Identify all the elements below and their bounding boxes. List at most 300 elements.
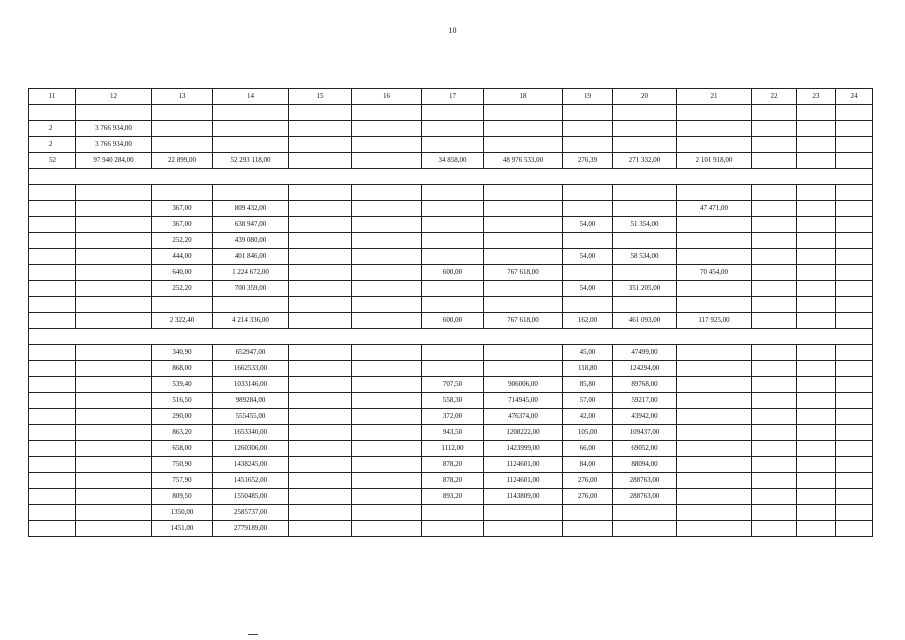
table-cell [29, 249, 76, 265]
table-cell [677, 281, 752, 297]
page-number: 10 [448, 26, 457, 35]
table-cell [422, 185, 484, 201]
table-cell [563, 121, 613, 137]
table-cell [752, 121, 797, 137]
section-divider-cell [29, 169, 873, 185]
table-cell: 97 940 284,00 [76, 153, 152, 169]
table-cell: 2 [29, 137, 76, 153]
table-cell: 70 454,00 [677, 265, 752, 281]
table-row [29, 105, 873, 121]
table-cell [677, 137, 752, 153]
table-cell [613, 233, 677, 249]
table-cell [484, 281, 563, 297]
table-row [29, 473, 873, 489]
table-cell [352, 457, 422, 473]
column-header: 12 [76, 89, 152, 105]
table-row [29, 169, 873, 185]
table-cell [752, 441, 797, 457]
column-header: 20 [613, 89, 677, 105]
table-row [29, 281, 873, 297]
table-cell [289, 457, 352, 473]
table-cell: 42,00 [563, 409, 613, 425]
table-cell [563, 105, 613, 121]
table-cell: 1451,00 [152, 521, 213, 537]
table-cell [422, 137, 484, 153]
table-cell [836, 425, 873, 441]
column-header: 14 [213, 89, 289, 105]
table-cell: 84,00 [563, 457, 613, 473]
table-cell [677, 345, 752, 361]
table-cell [797, 393, 836, 409]
table-cell [352, 489, 422, 505]
table-cell: 288763,00 [613, 473, 677, 489]
table-cell [797, 265, 836, 281]
table-cell [563, 233, 613, 249]
table-cell: 461 093,00 [613, 313, 677, 329]
table-cell: 401 846,00 [213, 249, 289, 265]
table-cell [213, 137, 289, 153]
table-cell [289, 505, 352, 521]
table-cell [613, 201, 677, 217]
table-cell [613, 185, 677, 201]
table-cell [677, 121, 752, 137]
table-cell [836, 345, 873, 361]
table-cell: 1033146,00 [213, 377, 289, 393]
table-cell [484, 233, 563, 249]
table-cell [29, 457, 76, 473]
table-cell [352, 201, 422, 217]
table-cell: 58 534,00 [613, 249, 677, 265]
table-cell: 707,50 [422, 377, 484, 393]
table-cell: 351 205,00 [613, 281, 677, 297]
table-cell: 47 471,00 [677, 201, 752, 217]
table-cell [836, 217, 873, 233]
table-cell [352, 121, 422, 137]
table-cell: 117 925,00 [677, 313, 752, 329]
table-cell: 600,00 [422, 313, 484, 329]
table-cell [677, 457, 752, 473]
table-cell: 1662533,00 [213, 361, 289, 377]
table-cell [289, 153, 352, 169]
table-cell: 539,40 [152, 377, 213, 393]
table-cell [422, 361, 484, 377]
table-cell [76, 281, 152, 297]
table-cell: 88094,00 [613, 457, 677, 473]
table-cell [352, 297, 422, 313]
table-cell: 288763,00 [613, 489, 677, 505]
table-row [29, 393, 873, 409]
table-cell [29, 393, 76, 409]
table-cell [289, 489, 352, 505]
table-cell [29, 281, 76, 297]
table-cell [797, 105, 836, 121]
table-cell: 878,20 [422, 473, 484, 489]
table-cell [836, 473, 873, 489]
table-cell [797, 121, 836, 137]
table-cell [422, 505, 484, 521]
table-cell: 66,00 [563, 441, 613, 457]
table-cell [797, 297, 836, 313]
section-divider-cell [29, 329, 873, 345]
table-cell: 2779189,00 [213, 521, 289, 537]
table-cell: 638 947,00 [213, 217, 289, 233]
table-cell: 863,20 [152, 425, 213, 441]
table-cell: 809,50 [152, 489, 213, 505]
table-cell [289, 297, 352, 313]
table-cell: 1124601,00 [484, 457, 563, 473]
table-cell [797, 233, 836, 249]
table-cell [76, 297, 152, 313]
table-row [29, 265, 873, 281]
table-cell [836, 121, 873, 137]
footer-mark [248, 634, 258, 635]
table-cell [289, 137, 352, 153]
table-cell [836, 313, 873, 329]
table-cell [29, 377, 76, 393]
table-cell [352, 345, 422, 361]
table-cell [797, 377, 836, 393]
table-cell [289, 185, 352, 201]
table-cell [677, 409, 752, 425]
table-cell [29, 521, 76, 537]
table-cell [836, 153, 873, 169]
table-cell [484, 105, 563, 121]
table-cell: 2 101 918,00 [677, 153, 752, 169]
table-cell: 1350,00 [152, 505, 213, 521]
table-cell [836, 297, 873, 313]
table-cell: 57,00 [563, 393, 613, 409]
table-cell [422, 217, 484, 233]
table-cell: 2 322,40 [152, 313, 213, 329]
table-cell [836, 377, 873, 393]
table-cell [29, 345, 76, 361]
table-cell [797, 409, 836, 425]
table-cell: 558,30 [422, 393, 484, 409]
table-cell [797, 313, 836, 329]
table-cell: 3 766 934,00 [76, 137, 152, 153]
table-cell [422, 121, 484, 137]
table-cell: 1451652,00 [213, 473, 289, 489]
table-row [29, 249, 873, 265]
table-row [29, 441, 873, 457]
table-cell [797, 441, 836, 457]
table-cell [422, 345, 484, 361]
table-cell: 767 618,00 [484, 313, 563, 329]
table-cell [29, 409, 76, 425]
table-cell [29, 361, 76, 377]
table-row [29, 297, 873, 313]
table-row [29, 121, 873, 137]
column-header: 24 [836, 89, 873, 105]
header-row [29, 89, 873, 105]
table-cell [76, 409, 152, 425]
table-row [29, 345, 873, 361]
table-cell [352, 409, 422, 425]
table-row [29, 521, 873, 537]
table-cell: 59217,00 [613, 393, 677, 409]
table-cell: 1124601,00 [484, 473, 563, 489]
table-cell [836, 441, 873, 457]
table-cell [76, 457, 152, 473]
table-cell [677, 361, 752, 377]
table-cell [752, 297, 797, 313]
table-cell [484, 137, 563, 153]
table-cell [484, 217, 563, 233]
table-cell: 700 359,00 [213, 281, 289, 297]
table-cell: 757,90 [152, 473, 213, 489]
table-cell [836, 137, 873, 153]
table-cell [563, 137, 613, 153]
table-cell [213, 105, 289, 121]
table-cell: 271 332,00 [613, 153, 677, 169]
table-cell [352, 217, 422, 233]
table-cell [836, 105, 873, 121]
table-cell: 290,00 [152, 409, 213, 425]
table-cell [677, 393, 752, 409]
table-cell: 48 976 533,00 [484, 153, 563, 169]
table-cell: 1550485,00 [213, 489, 289, 505]
table-cell [289, 521, 352, 537]
table-cell [352, 249, 422, 265]
table-cell: 1208222,00 [484, 425, 563, 441]
table-cell: 2 [29, 121, 76, 137]
table-cell [752, 425, 797, 441]
table-body [29, 105, 873, 537]
table-cell [152, 105, 213, 121]
table-cell: 868,00 [152, 361, 213, 377]
table-cell [76, 201, 152, 217]
table-cell [76, 345, 152, 361]
table-cell [752, 409, 797, 425]
table-cell [752, 505, 797, 521]
table-cell [289, 361, 352, 377]
table-cell [677, 489, 752, 505]
table-row [29, 153, 873, 169]
table-cell: 340,90 [152, 345, 213, 361]
table-cell [836, 457, 873, 473]
table-cell [29, 425, 76, 441]
table-cell [752, 185, 797, 201]
table-cell: 1260306,00 [213, 441, 289, 457]
table-cell: 252,20 [152, 281, 213, 297]
table-cell [752, 249, 797, 265]
table-cell [352, 137, 422, 153]
table-cell [76, 313, 152, 329]
table-cell: 43942,00 [613, 409, 677, 425]
table-cell [76, 361, 152, 377]
table-cell [289, 201, 352, 217]
table-cell [752, 281, 797, 297]
table-cell [677, 217, 752, 233]
table-cell: 1112,00 [422, 441, 484, 457]
table-cell: 276,39 [563, 153, 613, 169]
table-cell: 1438245,00 [213, 457, 289, 473]
table-cell [29, 297, 76, 313]
table-cell [752, 377, 797, 393]
table-cell [677, 505, 752, 521]
table-cell [752, 521, 797, 537]
table-cell [29, 217, 76, 233]
table-cell [352, 393, 422, 409]
table-cell [422, 297, 484, 313]
table-cell [484, 121, 563, 137]
table-cell [29, 265, 76, 281]
table-cell: 69052,00 [613, 441, 677, 457]
table-cell [797, 153, 836, 169]
table-cell [836, 409, 873, 425]
table-cell [752, 153, 797, 169]
table-row [29, 137, 873, 153]
table-cell: 2585737,00 [213, 505, 289, 521]
column-header: 16 [352, 89, 422, 105]
table-cell [152, 297, 213, 313]
table-cell [563, 297, 613, 313]
table-cell [76, 521, 152, 537]
column-header: 17 [422, 89, 484, 105]
table-cell [677, 297, 752, 313]
table-row [29, 409, 873, 425]
table-cell [797, 185, 836, 201]
table-cell: 276,00 [563, 473, 613, 489]
table-cell [797, 521, 836, 537]
table-cell: 276,00 [563, 489, 613, 505]
table-cell [289, 409, 352, 425]
table-cell: 367,00 [152, 217, 213, 233]
table-cell [797, 201, 836, 217]
table-cell [422, 521, 484, 537]
table-cell [152, 137, 213, 153]
table-cell [836, 265, 873, 281]
table-cell [76, 505, 152, 521]
table-cell: 893,20 [422, 489, 484, 505]
table-cell [613, 105, 677, 121]
table-cell: 4 214 336,00 [213, 313, 289, 329]
column-header: 18 [484, 89, 563, 105]
table-cell [29, 473, 76, 489]
table-cell [352, 233, 422, 249]
table-cell [29, 505, 76, 521]
table-cell [836, 201, 873, 217]
table-cell: 34 858,00 [422, 153, 484, 169]
table-cell [836, 393, 873, 409]
table-cell [29, 489, 76, 505]
table-cell [289, 393, 352, 409]
table-cell [352, 265, 422, 281]
table-cell [484, 185, 563, 201]
column-header: 19 [563, 89, 613, 105]
table-cell: 252,20 [152, 233, 213, 249]
table-cell [352, 153, 422, 169]
table-cell: 1653340,00 [213, 425, 289, 441]
table-row [29, 233, 873, 249]
table-cell [29, 105, 76, 121]
table-cell [289, 121, 352, 137]
column-header: 11 [29, 89, 76, 105]
table-cell [289, 345, 352, 361]
table-cell [836, 505, 873, 521]
table-cell: 89768,00 [613, 377, 677, 393]
table-cell [289, 473, 352, 489]
table-cell [76, 185, 152, 201]
table-cell [76, 105, 152, 121]
table-cell: 54,00 [563, 281, 613, 297]
table-cell [677, 233, 752, 249]
table-row [29, 185, 873, 201]
table-cell [289, 377, 352, 393]
table-cell [29, 185, 76, 201]
column-header: 15 [289, 89, 352, 105]
table-cell: 1143809,00 [484, 489, 563, 505]
table-cell [352, 425, 422, 441]
table-cell [289, 441, 352, 457]
table-cell: 658,00 [152, 441, 213, 457]
table-cell [484, 201, 563, 217]
table-cell [563, 201, 613, 217]
table-cell: 767 618,00 [484, 265, 563, 281]
table-cell: 162,00 [563, 313, 613, 329]
table-cell [352, 505, 422, 521]
table-cell [422, 201, 484, 217]
table-cell [613, 137, 677, 153]
table-cell [484, 505, 563, 521]
table-cell [213, 121, 289, 137]
table-cell [76, 249, 152, 265]
table-cell [352, 281, 422, 297]
table-cell [752, 361, 797, 377]
table-cell: 47499,00 [613, 345, 677, 361]
table-cell [563, 505, 613, 521]
table-cell [836, 489, 873, 505]
table-cell: 372,00 [422, 409, 484, 425]
column-header: 21 [677, 89, 752, 105]
table-cell [836, 249, 873, 265]
table-cell [752, 265, 797, 281]
table-row [29, 377, 873, 393]
table-cell: 714945,00 [484, 393, 563, 409]
table-cell [752, 233, 797, 249]
table-cell [752, 137, 797, 153]
table-cell [352, 377, 422, 393]
table-row [29, 425, 873, 441]
table-cell [752, 201, 797, 217]
table-cell [797, 473, 836, 489]
table-cell [797, 345, 836, 361]
table-cell [797, 489, 836, 505]
table-cell [76, 425, 152, 441]
table-cell: 52 [29, 153, 76, 169]
table-cell [677, 249, 752, 265]
table-cell: 45,00 [563, 345, 613, 361]
table-cell [797, 425, 836, 441]
table-cell [797, 249, 836, 265]
table-row [29, 329, 873, 345]
table-cell: 1423999,00 [484, 441, 563, 457]
table-cell: 1 224 672,00 [213, 265, 289, 281]
table-cell [352, 105, 422, 121]
table-cell [484, 249, 563, 265]
table-cell [752, 393, 797, 409]
table-cell [613, 297, 677, 313]
table-cell [752, 473, 797, 489]
table-cell [797, 281, 836, 297]
table-cell [76, 217, 152, 233]
table-cell [29, 233, 76, 249]
table-cell: 85,80 [563, 377, 613, 393]
table-cell [836, 281, 873, 297]
table-cell [289, 217, 352, 233]
table-cell: 476374,00 [484, 409, 563, 425]
table-cell [289, 265, 352, 281]
